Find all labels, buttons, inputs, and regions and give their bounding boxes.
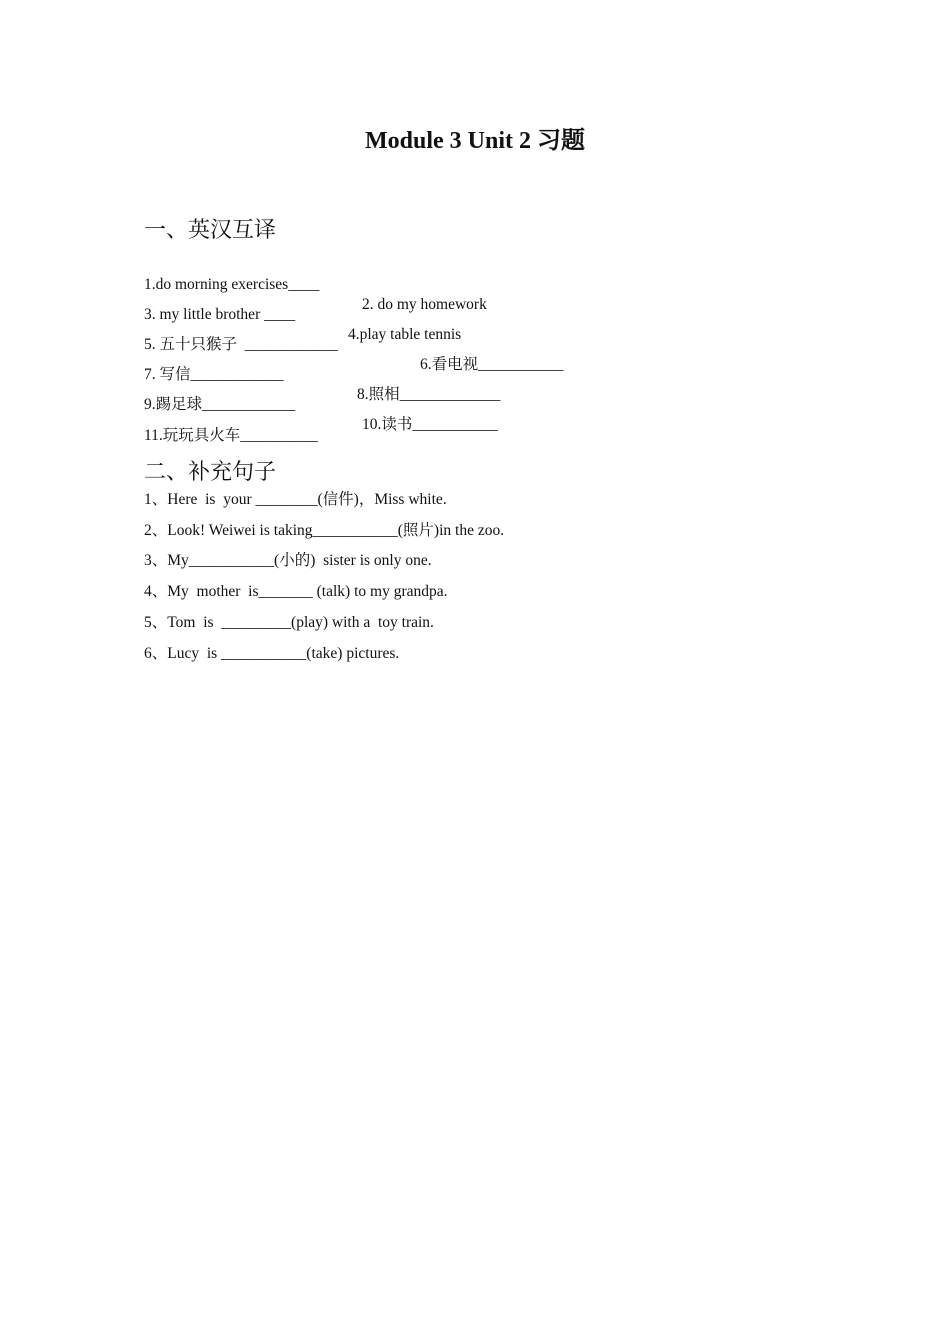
translation-item-6: 6.看电视___________: [420, 356, 564, 373]
sentence-item: 1、Here is your ________(信件)，Miss white.: [144, 491, 447, 508]
sentence-item: 6、Lucy is ___________(take) pictures.: [144, 645, 400, 662]
section-heading-sentences: 二、补充句子: [144, 460, 277, 485]
section-heading-translation: 一、英汉互译: [144, 218, 277, 243]
translation-item-8: 8.照相_____________: [357, 386, 501, 403]
sentence-item: 3、My___________(小的) sister is only one.: [144, 552, 432, 569]
translation-item-1: 1.do morning exercises____: [144, 276, 320, 293]
translation-item-5: 5. 五十只猴子 ____________: [144, 336, 338, 353]
translation-item-3: 3. my little brother ____: [144, 306, 296, 323]
translation-item-9: 9.踢足球____________: [144, 396, 296, 413]
translation-item-10: 10.读书___________: [362, 416, 498, 433]
sentence-item: 5、Tom is _________(play) with a toy train.: [144, 614, 434, 631]
sentence-item: 2、Look! Weiwei is taking___________(照片)in the zoo.: [144, 522, 505, 539]
translation-item-11: 11.玩玩具火车__________: [144, 427, 318, 444]
translation-item-2: 2. do my homework: [362, 296, 487, 313]
translation-item-4: 4.play table tennis: [348, 326, 462, 343]
page-title: Module 3 Unit 2 习题: [364, 128, 585, 154]
translation-item-7: 7. 写信____________: [144, 366, 284, 383]
sentence-item: 4、My mother is_______ (talk) to my grandpa.: [144, 583, 448, 600]
translation-row: [144, 406, 318, 466]
